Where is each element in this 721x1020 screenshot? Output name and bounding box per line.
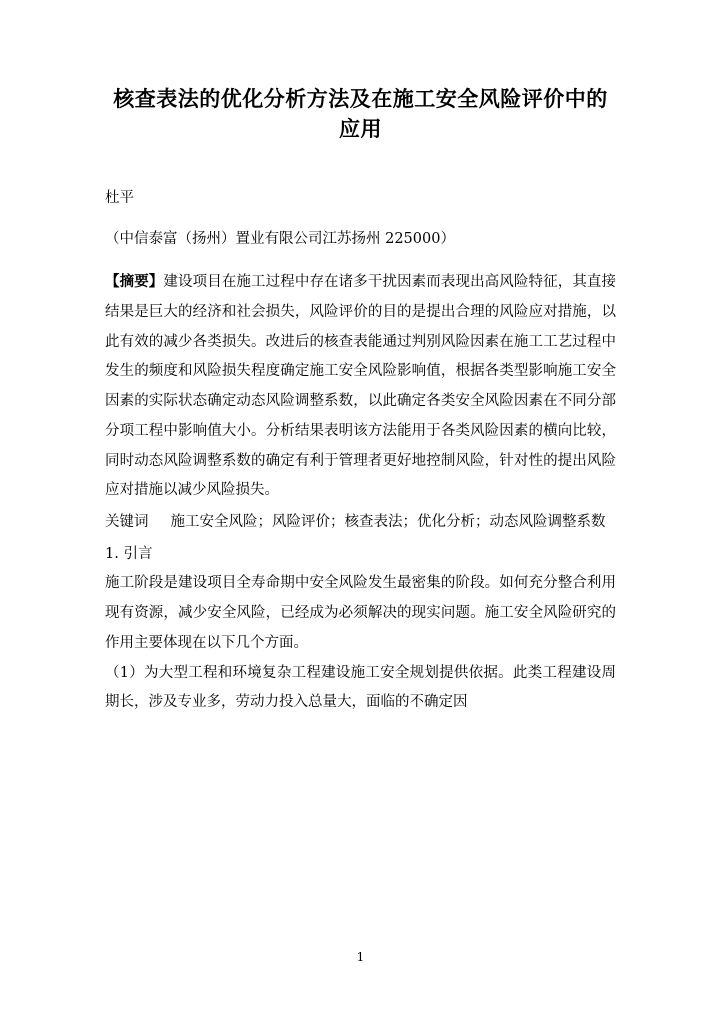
body-paragraph-2: （1）为大型工程和环境复杂工程建设施工安全规划提供依据。此类工程建设周期长，涉及专业多，劳动力投入总量大，面临的不确定因 xyxy=(105,664,616,711)
keywords-paragraph xyxy=(105,508,616,538)
page-title: 核查表法的优化分析方法及在施工安全风险评价中的应用 xyxy=(113,86,608,142)
author-affiliation: （中信泰富（扬州）置业有限公司江苏扬州 225000） xyxy=(105,231,455,248)
keywords-label: 关键词 xyxy=(105,514,149,530)
page-number: 1 xyxy=(356,950,365,964)
author-name: 杜平 xyxy=(105,189,134,206)
abstract-text: 建设项目在施工过程中存在诸多干扰因素而表现出高风险特征，其直接结果是巨大的经济和社会损失，风险评价的目的是提出合理的风险应对措施，以此有效的减少各类损失。改进后的核查表能通过判别风险因素在施工工艺过程中发生的频度和风险损失程度确定施工安全风险影响值，根据各类型影响施工安全因素的实际状态确定动态风险调整系数，以此确定各类安全风险因素在不同分部分项工程中影响值大小。分析结果表明该方法能用于各类风险因素的横向比较，同时动态风险调整系数的确定有利于管理者更好地控制风险，针对性的提出风险应对措施以减少风险损失。 xyxy=(105,274,617,499)
abstract-paragraph xyxy=(105,267,616,506)
body-paragraph-1: 施工阶段是建设项目全寿命期中安全风险发生最密集的阶段。如何充分整合利用现有资源，减少安全风险，已经成为必须解决的现实问题。施工安全风险研究的作用主要体现在以下几个方面。 xyxy=(105,575,616,651)
section-heading-1: 1. 引言 xyxy=(105,545,153,562)
abstract-label: 【摘要】 xyxy=(105,273,164,291)
keywords-text: 施工安全风险；风险评价；核查表法；优化分析；动态风险调整系数 xyxy=(170,514,606,530)
